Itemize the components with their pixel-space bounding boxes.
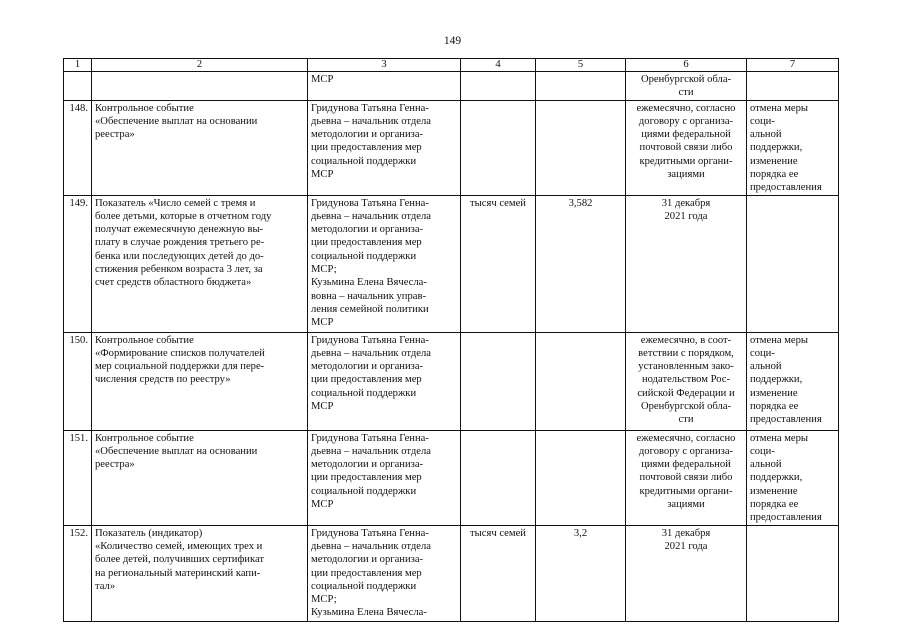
row-number: 149.	[64, 195, 92, 332]
page-number: 149	[443, 35, 462, 47]
table-row	[64, 430, 839, 525]
table-row	[64, 332, 839, 430]
target-value	[536, 71, 626, 100]
responsible-person: Гридунова Татьяна Генна- дьевна – начальник отдела методологии и организа- ции предоставления мер социальной поддержки МСР	[308, 430, 461, 525]
responsible-person: Гридунова Татьяна Генна- дьевна – начальник отдела методологии и организа- ции предоставления мер социальной поддержки МСР	[308, 332, 461, 430]
row-number: 151.	[64, 430, 92, 525]
unit-of-measure	[461, 430, 536, 525]
column-number: 3	[308, 59, 461, 72]
target-value: 3,2	[536, 525, 626, 621]
risk-note: отмена меры соци- альной поддержки, изменение порядка ее предоставления	[747, 332, 839, 430]
risk-note	[747, 71, 839, 100]
deadline: ежемесячно, согласно договору с организа- циями федеральной почтовой связи либо кредитными органи- зациями	[626, 100, 747, 195]
deadline: 31 декабря 2021 года	[626, 195, 747, 332]
deadline: ежемесячно, согласно договору с организа- циями федеральной почтовой связи либо кредитными органи- зациями	[626, 430, 747, 525]
unit-of-measure	[461, 332, 536, 430]
item-name: Показатель (индикатор) «Количество семей, имеющих трех и более детей, получивших сертификат на региональный материнский капи- тал»	[92, 525, 308, 621]
table-row	[64, 100, 839, 195]
target-value: 3,582	[536, 195, 626, 332]
deadline: Оренбургской обла- сти	[626, 71, 747, 100]
row-number: 148.	[64, 100, 92, 195]
deadline: ежемесячно, в соот- ветствии с порядком, установленным зако- нодательством Рос- сийской Федерации и Оренбургской обла- сти	[626, 332, 747, 430]
item-name: Контрольное событие «Обеспечение выплат на основании реестра»	[92, 430, 308, 525]
unit-of-measure	[461, 100, 536, 195]
item-name: Контрольное событие «Формирование списков получателей мер социальной поддержки для пере- числения средств по реестру»	[92, 332, 308, 430]
unit-of-measure	[461, 71, 536, 100]
table-row	[64, 195, 839, 332]
responsible-person: Гридунова Татьяна Генна- дьевна – начальник отдела методологии и организа- ции предоставления мер социальной поддержки МСР	[308, 100, 461, 195]
column-number: 2	[92, 59, 308, 72]
risk-note: отмена меры соци- альной поддержки, изменение порядка ее предоставления	[747, 430, 839, 525]
risk-note	[747, 195, 839, 332]
continuation-row	[64, 71, 839, 100]
column-number: 5	[536, 59, 626, 72]
column-number: 7	[747, 59, 839, 72]
row-number: 150.	[64, 332, 92, 430]
row-number: 152.	[64, 525, 92, 621]
item-name: Контрольное событие «Обеспечение выплат на основании реестра»	[92, 100, 308, 195]
unit-of-measure: тысяч семей	[461, 525, 536, 621]
item-name: Показатель «Число семей с тремя и более детьми, которые в отчетном году получат ежемесячную денежную вы- плату в случае рождения третьего ре- бенка или последующих детей до до- стижения ребенком возраста 3 лет, за счет средств областного бюджета»	[92, 195, 308, 332]
responsible-person: МСР	[308, 71, 461, 100]
column-number: 4	[461, 59, 536, 72]
deadline: 31 декабря 2021 года	[626, 525, 747, 621]
target-value	[536, 332, 626, 430]
responsible-person: Гридунова Татьяна Генна- дьевна – начальник отдела методологии и организа- ции предоставления мер социальной поддержки МСР; Кузьмина Елена Вячесла- вовна – начальник управ- ления семейной политики МСР	[308, 195, 461, 332]
column-number: 1	[64, 59, 92, 72]
column-number-row	[64, 59, 839, 72]
risk-note	[747, 525, 839, 621]
target-value	[536, 100, 626, 195]
row-number	[64, 71, 92, 100]
column-number: 6	[626, 59, 747, 72]
unit-of-measure: тысяч семей	[461, 195, 536, 332]
table-row	[64, 525, 839, 621]
plan-table	[63, 58, 839, 622]
target-value	[536, 430, 626, 525]
item-name	[92, 71, 308, 100]
responsible-person: Гридунова Татьяна Генна- дьевна – начальник отдела методологии и организа- ции предоставления мер социальной поддержки МСР; Кузьмина Елена Вячесла-	[308, 525, 461, 621]
risk-note: отмена меры соци- альной поддержки, изменение порядка ее предоставления	[747, 100, 839, 195]
